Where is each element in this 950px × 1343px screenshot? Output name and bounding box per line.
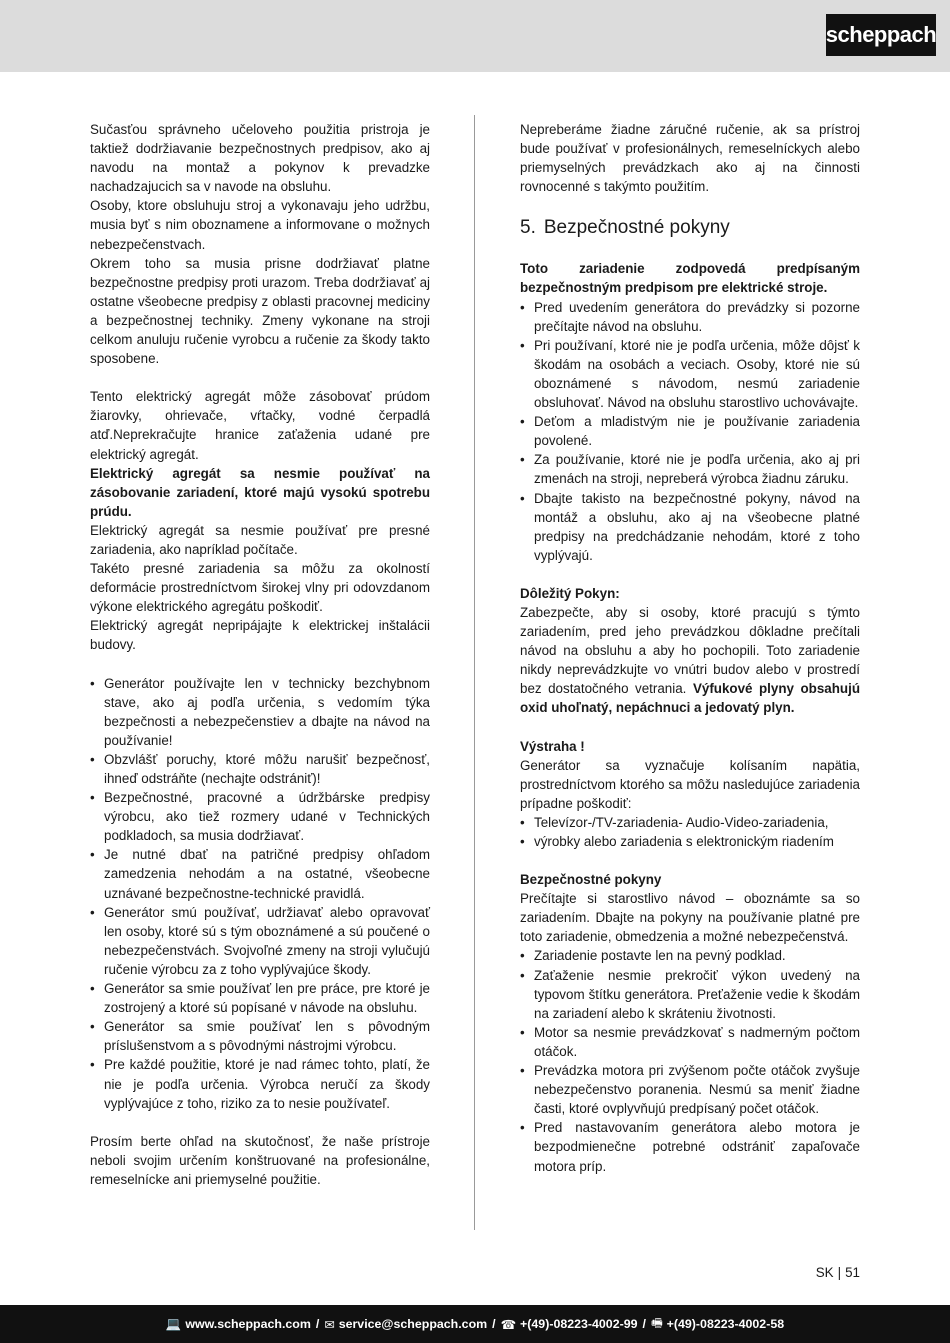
- list-item: • Zaťaženie nesmie prekročiť výkon uvedený na typovom štítku generátora. Preťaženie vedie k škodám na zariadení alebo k skráteniu životnosti.: [520, 967, 860, 1021]
- right-column: [520, 120, 860, 1176]
- footer-separator: /: [315, 1317, 320, 1331]
- paragraph: Sučasťou správneho učeloveho použitia pristroja je taktiež dodržiavanie bezpečnostnych predpisov, ako aj navodu na montaž a pokynov k prevadzke nachadzajucich sa v navode na obsluhu.: [90, 122, 430, 195]
- footer-separator: /: [642, 1317, 646, 1331]
- paragraph: Prosím berte ohľad na skutočnosť, že naše prístroje neboli svojim určením konštruované na profesionálne, remeselnícke ani priemyselné použitie.: [90, 1133, 430, 1187]
- telephone-icon: ☎: [500, 1317, 517, 1332]
- bullet-list: [520, 298, 860, 565]
- list-item: • Pri používaní, ktoré nie je podľa určenia, môže dôjsť k škodám na osobách a veciach. Osoby, ktoré nie sú oboznámené s návodom, nesmú zariadenie obsluhovať. Návod na obsluhu starostlivo uchovávajte.: [520, 337, 860, 411]
- paragraph: Elektrický agregát sa nesmie používať pre presné zariadenia, ako napríklad počítače.: [90, 522, 430, 557]
- list-item: • Obzvlášť poruchy, ktoré môžu narušiť bezpečnosť, ihneď odstráňte (nechajte odstrániť)!: [90, 751, 430, 786]
- warning-heading: Výstraha !: [520, 738, 585, 754]
- bullet-list: [520, 813, 860, 851]
- list-item: • Generátor sa smie používať len s pôvodným príslušenstvom a s pôvodnými nástrojmi výrobcu.: [90, 1019, 430, 1054]
- section-title: Bezpečnostné pokyny: [543, 217, 730, 239]
- list-item: • Za používanie, ktoré nie je podľa určenia, ako aj pri zmenách na stroji, nepreberá výrobca žiadnu záruku.: [520, 452, 860, 487]
- list-item: • Pred nastavovaním generátora alebo motora je bezpodmienečne potrebné odstrániť zapaľovače motora príp.: [520, 1120, 860, 1174]
- column-divider: [474, 115, 475, 1230]
- intro-bold: Toto zariadenie zodpovedá predpísaným bezpečnostným predpisom pre elektrické stroje.: [520, 261, 860, 296]
- safety-heading: Bezpečnostné pokyny: [520, 872, 662, 888]
- page-separator: |: [837, 1265, 842, 1280]
- list-item: • Pred uvedením generátora do prevádzky si pozorne prečítajte návod na obsluhu.: [520, 299, 860, 334]
- footer-bar: [0, 1305, 950, 1343]
- paragraph: Nepreberáme žiadne záručné ručenie, ak sa prístroj bude používať v profesionálnych, remeselníckych alebo priemyselných prevádzkach ako aj na činnosti rovnocenné s takýmto použitím.: [520, 122, 860, 195]
- header-bar: [0, 0, 950, 72]
- list-item: • Prevádzka motora pri zvýšenom počte otáčok zvyšuje nebezpečenstvo poranenia. Nesmú sa meniť žiadne časti, ktoré ovplyvňujú predpísaný počet otáčok.: [520, 1063, 860, 1117]
- list-item: • Pre každé použitie, ktoré je nad rámec tohto, platí, že nie je podľa určenia. Výrobca neručí za škody vyplývajúce z toho, riziko za to nesie používateľ.: [90, 1057, 430, 1111]
- list-item: • Deťom a mladistvým nie je používanie zariadenia povolené.: [520, 414, 860, 449]
- page-number: [816, 1265, 860, 1280]
- footer-fax: +(49)-08223-4002-58: [666, 1317, 785, 1331]
- list-item: • Bezpečnostné, pracovné a údržbárske predpisy výrobcu, ako tiež rozmery udané v Technických podkladoch, sa musia dodržiavať.: [90, 790, 430, 844]
- footer-email[interactable]: service@scheppach.com: [338, 1317, 488, 1331]
- list-item: • Dbajte takisto na bezpečnostné pokyny, návod na montáž a obsluhu, ako aj na všeobecne platné predpisy na predchádzanie nehodám, ktoré z toho vyplývajú.: [520, 490, 860, 563]
- paragraph: Elektrický agregát nepripájajte k elektrickej inštalácii budovy.: [90, 618, 430, 653]
- footer-phone: +(49)-08223-4002-99: [520, 1317, 638, 1331]
- list-item: • Zariadenie postavte len na pevný podklad.: [520, 948, 786, 964]
- brand-logo: scheppach: [826, 14, 936, 56]
- envelope-icon: ✉: [324, 1317, 335, 1332]
- list-item: • Motor sa nesmie prevádzkovať s nadmerným počtom otáčok.: [520, 1024, 860, 1059]
- footer-website[interactable]: www.scheppach.com: [185, 1317, 311, 1331]
- important-paragraph: Zabezpečte, aby si osoby, ktoré pracujú s týmto zariadením, pred jeho prevádzkou dôkladne prečítali návod na obsluhu a aby ho pochopili. Toto zariadenie nikdy neprevádzkujte vo vnútri budov alebo v prostredí bez dostatočného vetrania. Výfukové plyny obsahujú oxid uhoľnatý, nepáchnuci a jedovatý plyn.: [520, 604, 860, 716]
- bullet-list: [520, 946, 860, 1175]
- list-item: • Generátor sa smie používať len pre práce, pre ktoré je zostrojený a ktoré sú popísané v návode na obsluhu.: [90, 981, 430, 1016]
- important-heading: Dôležitý Pokyn:: [520, 585, 620, 601]
- footer-separator: /: [492, 1317, 496, 1331]
- list-item: • Televízor-/TV-zariadenia- Audio-Video-zariadenia,: [520, 814, 829, 830]
- page-number-value: 51: [845, 1265, 860, 1280]
- paragraph: Okrem toho sa musia prisne dodržiavať platne bezpečnostne predpisy proti urazom. Treba dodržiavať aj ostatne všeobecne predpisy z oblasti pracovnej mediciny a bezpečnostnej techniky. Zmeny vykonane na stroji celkom anuluju ručenie vyrobcu a ručenie za škody takto sposobene.: [90, 255, 430, 367]
- safety-paragraph: Prečítajte si starostlivo návod – oboznámte sa so zariadením. Dbajte na pokyny na používanie platné pre toto zariadenie, obmedzenia a možné nebezpečenstvá.: [520, 891, 860, 945]
- section-number: 5.: [520, 217, 536, 239]
- computer-icon: 💻: [165, 1316, 182, 1331]
- paragraph: Osoby, ktore obsluhuju stroj a vykonavaju jeho udržbu, musia byť s nim oboznamene a informovane o možnych nebezpečenstvach.: [90, 198, 430, 252]
- paragraph: Takéto presné zariadenia sa môžu za okolností deformácie prostredníctvom širokej vlny pri odovzdanom výkone elektrického agregátu poškodiť.: [90, 561, 430, 615]
- list-item: • Je nutné dbať na patričné predpisy ohľadom zamedzenia nehodám a na ostatné, všeobecne uznávané bezpečnostne-technické pravidlá.: [90, 847, 430, 901]
- bullet-list: [90, 674, 430, 1113]
- language-code: SK: [815, 1265, 834, 1280]
- fax-icon: 🖷: [650, 1315, 663, 1330]
- warning-paragraph: Generátor sa vyznačuje kolísaním napätia, prostredníctvom ktorého sa môžu nasledujúce zariadenia prípadne poškodiť:: [520, 757, 860, 811]
- section-heading: [520, 216, 860, 240]
- left-column: [90, 120, 430, 1189]
- list-item: • Generátor používajte len v technicky bezchybnom stave, ako aj podľa určenia, s vedomím týka bezpečnosti a nebezpečenstiev a dbajte na návod na používanie!: [90, 675, 430, 748]
- list-item: • Generátor smú používať, udržiavať alebo opravovať len osoby, ktoré sú s tým oboznámené a sú poučené o nebezpečenstvách. Svojvoľné zmeny na stroji vylučujú ručenie výrobcu za z toho vyplývajúce škody.: [90, 904, 430, 977]
- paragraph: Tento elektrický agregát môže zásobovať prúdom žiarovky, ohrievače, vŕtačky, vodné čerpadlá atď.Neprekračujte hranice zaťaženia udané pre elektrický agregát.: [90, 389, 430, 462]
- list-item: • výrobky alebo zariadenia s elektronickým riadením: [520, 834, 834, 849]
- bold-warning-paragraph: Elektrický agregát sa nesmie používať na zásobovanie zariadení, ktoré majú vysokú spotrebu prúdu.: [90, 465, 430, 519]
